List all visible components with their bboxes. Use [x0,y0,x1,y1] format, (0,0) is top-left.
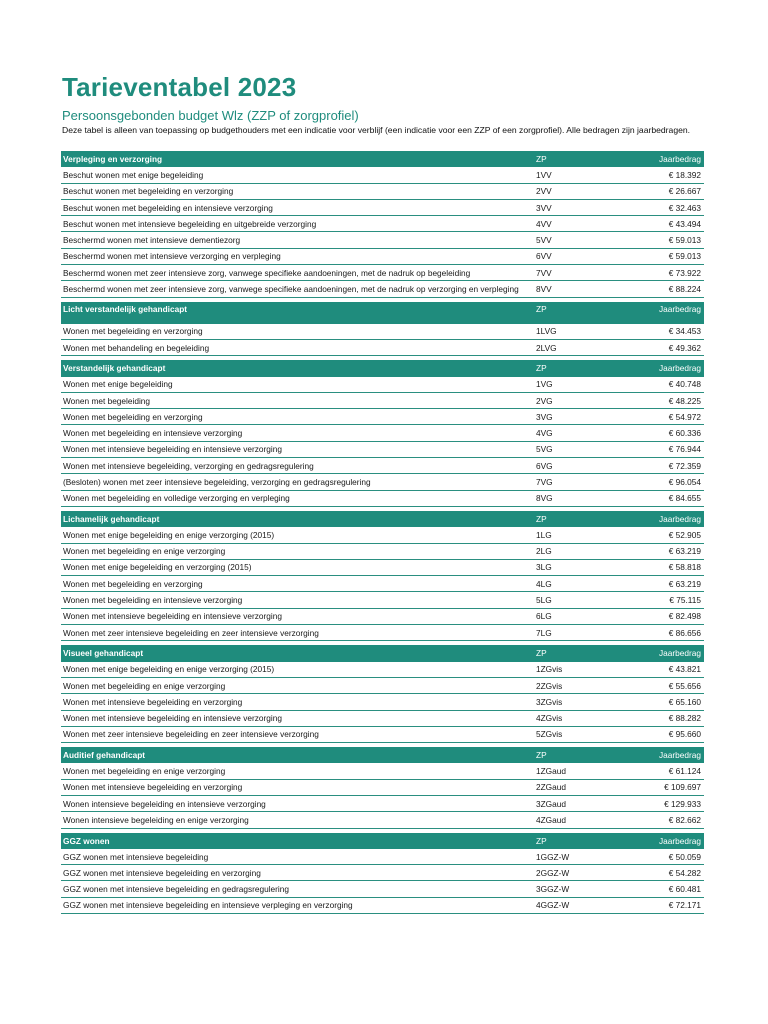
zp-code: 3ZGvis [536,696,563,707]
table-row [61,576,704,592]
zp-code: 5VV [536,235,552,246]
care-description: Beschut wonen met begeleiding en intensieve verzorging [63,202,273,213]
table-row [61,393,704,409]
zp-code: 2GGZ-W [536,867,570,878]
care-description: Wonen met begeleiding en intensieve verzorging [63,595,243,606]
table-row [61,898,704,914]
annual-amount: € 59.013 [668,235,701,246]
annual-amount: € 63.219 [668,578,701,589]
table-row [61,711,704,727]
care-description: GGZ wonen met intensieve begeleiding [63,851,209,862]
care-description: Beschermd wonen met zeer intensieve zorg, vanwege specifieke aandoeningen, met de nadruk op begeleiding [63,267,471,278]
care-description: Beschut wonen met enige begeleiding [63,169,204,180]
table-row [61,184,704,200]
care-description: Wonen met begeleiding en intensieve verzorging [63,428,243,439]
annual-amount: € 60.481 [668,884,701,895]
zp-code: 1LG [536,529,552,540]
annual-amount: € 59.013 [668,251,701,262]
section-header-row [61,747,704,763]
zp-code: 5LG [536,595,552,606]
annual-amount: € 40.748 [668,379,701,390]
table-row [61,409,704,425]
table-row [61,324,704,340]
table-row [61,780,704,796]
section-header-row [61,511,704,527]
care-description: Wonen met begeleiding en enige verzorging [63,766,226,777]
amount-column-header: Jaarbedrag [659,648,701,659]
section-title: Licht verstandelijk gehandicapt [63,303,188,314]
table-row [61,694,704,710]
annual-amount: € 82.498 [668,611,701,622]
care-description: Wonen met begeleiding en enige verzorging [63,680,226,691]
annual-amount: € 61.124 [668,766,701,777]
care-description: Beschermd wonen met intensieve verzorging en verpleging [63,251,281,262]
intro-text: Deze tabel is alleen van toepassing op budgethouders met een indicatie voor verblijf (een indicatie voor een ZZP of een zorgprofiel). Alle bedragen zijn jaarbedragen. [62,125,691,135]
zp-column-header: ZP [536,514,547,525]
annual-amount: € 54.972 [668,411,701,422]
section-title: Verpleging en verzorging [63,154,163,165]
table-row [61,881,704,897]
care-description: Wonen met intensieve begeleiding en verzorging [63,696,243,707]
table-row [61,442,704,458]
tariff-section [61,645,704,743]
annual-amount: € 72.171 [668,900,701,911]
care-description: Wonen met begeleiding en verzorging [63,411,203,422]
annual-amount: € 75.115 [669,595,701,606]
amount-column-header: Jaarbedrag [659,363,701,374]
table-row [61,458,704,474]
zp-code: 2ZGvis [536,680,563,691]
zp-code: 1GGZ-W [536,851,570,862]
care-description: GGZ wonen met intensieve begeleiding en intensieve verpleging en verzorging [63,900,353,911]
annual-amount: € 58.818 [668,562,701,573]
care-description: (Besloten) wonen met zeer intensieve begeleiding, verzorging en gedragsregulering [63,476,371,487]
annual-amount: € 26.667 [668,186,701,197]
care-description: Wonen intensieve begeleiding en enige verzorging [63,814,249,825]
care-description: Wonen met begeleiding en volledige verzorging en verpleging [63,493,290,504]
zp-code: 4GGZ-W [536,900,570,911]
annual-amount: € 49.362 [668,342,701,353]
annual-amount: € 48.225 [668,395,701,406]
zp-code: 4LG [536,578,552,589]
zp-column-header: ZP [536,303,547,314]
zp-column-header: ZP [536,835,547,846]
care-description: GGZ wonen met intensieve begeleiding en gedragsregulering [63,884,290,895]
section-title: Verstandelijk gehandicapt [63,363,166,374]
section-header-row [61,151,704,167]
care-description: Wonen met enige begeleiding en enige verzorging (2015) [63,529,275,540]
care-description: Wonen met enige begeleiding en enige verzorging (2015) [63,664,275,675]
care-description: Wonen met enige begeleiding en verzorging (2015) [63,562,252,573]
table-row [61,281,704,297]
section-title: Visueel gehandicapt [63,648,144,659]
annual-amount: € 86.656 [668,627,701,638]
annual-amount: € 84.655 [668,493,701,504]
table-row [61,167,704,183]
care-description: Wonen met begeleiding [63,395,151,406]
zp-code: 1LVG [536,326,557,337]
annual-amount: € 129.933 [664,798,701,809]
table-row [61,865,704,881]
care-description: Beschut wonen met begeleiding en verzorging [63,186,234,197]
care-description: Wonen met intensieve begeleiding en intensieve verzorging [63,611,282,622]
table-row [61,216,704,232]
annual-amount: € 43.821 [668,664,701,675]
zp-code: 2ZGaud [536,782,566,793]
annual-amount: € 55.656 [668,680,701,691]
zp-code: 7VV [536,267,552,278]
care-description: Wonen intensieve begeleiding en intensieve verzorging [63,798,266,809]
amount-column-header: Jaarbedrag [659,303,701,314]
table-row [61,592,704,608]
annual-amount: € 76.944 [668,444,701,455]
zp-code: 3LG [536,562,552,573]
section-header-row [61,833,704,849]
zp-column-header: ZP [536,750,547,761]
annual-amount: € 50.059 [668,851,701,862]
annual-amount: € 63.219 [668,546,701,557]
table-row [61,340,704,356]
zp-code: 5ZGvis [536,729,563,740]
annual-amount: € 82.662 [668,814,701,825]
annual-amount: € 34.453 [668,326,701,337]
zp-code: 4ZGaud [536,814,566,825]
care-description: Beschut wonen met intensieve begeleiding en uitgebreide verzorging [63,218,317,229]
table-row [61,560,704,576]
annual-amount: € 60.336 [668,428,701,439]
annual-amount: € 88.282 [668,713,701,724]
annual-amount: € 73.922 [668,267,701,278]
zp-code: 8VG [536,493,553,504]
zp-code: 2VG [536,395,553,406]
table-row [61,763,704,779]
zp-code: 3VV [536,202,552,213]
table-row [61,474,704,490]
zp-code: 3GGZ-W [536,884,570,895]
care-description: Wonen met enige begeleiding [63,379,173,390]
table-row [61,544,704,560]
table-row [61,200,704,216]
amount-column-header: Jaarbedrag [659,154,701,165]
section-header-row [61,302,704,324]
section-title: Lichamelijk gehandicapt [63,514,160,525]
annual-amount: € 52.905 [668,529,701,540]
zp-column-header: ZP [536,154,547,165]
annual-amount: € 88.224 [668,284,701,295]
zp-code: 2VV [536,186,552,197]
tariff-tables [61,151,704,918]
care-description: GGZ wonen met intensieve begeleiding en verzorging [63,867,261,878]
amount-column-header: Jaarbedrag [659,750,701,761]
care-description: Beschermd wonen met intensieve dementiezorg [63,235,241,246]
section-header-row [61,645,704,661]
care-description: Wonen met intensieve begeleiding en intensieve verzorging [63,713,282,724]
care-description: Wonen met intensieve begeleiding en verzorging [63,782,243,793]
care-description: Wonen met intensieve begeleiding, verzorging en gedragsregulering [63,460,314,471]
zp-code: 2LVG [536,342,557,353]
care-description: Wonen met behandeling en begeleiding [63,342,210,353]
care-description: Wonen met begeleiding en verzorging [63,578,203,589]
care-description: Wonen met zeer intensieve begeleiding en zeer intensieve verzorging [63,729,319,740]
tariff-section [61,511,704,641]
tariff-section [61,747,704,828]
annual-amount: € 95.660 [668,729,701,740]
tariff-section [61,302,704,357]
table-row [61,796,704,812]
table-row [61,727,704,743]
page-subtitle: Persoonsgebonden budget Wlz (ZZP of zorgprofiel) [62,108,359,123]
zp-code: 4VG [536,428,553,439]
table-row [61,491,704,507]
zp-code: 4VV [536,218,552,229]
zp-code: 1VG [536,379,553,390]
annual-amount: € 32.463 [668,202,701,213]
zp-code: 5VG [536,444,553,455]
zp-code: 1ZGaud [536,766,566,777]
table-row [61,849,704,865]
zp-code: 4ZGvis [536,713,563,724]
zp-code: 6VV [536,251,552,262]
table-row [61,377,704,393]
amount-column-header: Jaarbedrag [659,514,701,525]
table-row [61,609,704,625]
table-row [61,812,704,828]
zp-code: 1ZGvis [536,664,563,675]
table-row [61,678,704,694]
care-description: Wonen met intensieve begeleiding en intensieve verzorging [63,444,282,455]
tariff-section [61,360,704,507]
table-row [61,265,704,281]
zp-code: 8VV [536,284,552,295]
table-row [61,425,704,441]
zp-code: 7VG [536,476,553,487]
zp-column-header: ZP [536,648,547,659]
annual-amount: € 54.282 [668,867,701,878]
zp-code: 2LG [536,546,552,557]
section-title: GGZ wonen [63,835,110,846]
care-description: Wonen met begeleiding en verzorging [63,326,203,337]
zp-column-header: ZP [536,363,547,374]
tariff-section [61,151,704,298]
tariff-section [61,833,704,914]
annual-amount: € 96.054 [668,476,701,487]
annual-amount: € 43.494 [668,218,701,229]
zp-code: 6VG [536,460,553,471]
care-description: Wonen met zeer intensieve begeleiding en zeer intensieve verzorging [63,627,319,638]
section-header-row [61,360,704,376]
care-description: Beschermd wonen met zeer intensieve zorg, vanwege specifieke aandoeningen, met de nadruk op verzorging en verpleging [63,284,519,295]
section-title: Auditief gehandicapt [63,750,146,761]
zp-code: 3VG [536,411,553,422]
zp-code: 6LG [536,611,552,622]
table-row [61,662,704,678]
care-description: Wonen met begeleiding en enige verzorging [63,546,226,557]
zp-code: 7LG [536,627,552,638]
amount-column-header: Jaarbedrag [659,835,701,846]
table-row [61,232,704,248]
zp-code: 1VV [536,169,552,180]
annual-amount: € 18.392 [668,169,701,180]
page-title: Tarieventabel 2023 [62,72,297,102]
table-row [61,527,704,543]
zp-code: 3ZGaud [536,798,566,809]
table-row [61,625,704,641]
annual-amount: € 65.160 [668,696,701,707]
annual-amount: € 72.359 [668,460,701,471]
table-row [61,249,704,265]
annual-amount: € 109.697 [664,782,701,793]
